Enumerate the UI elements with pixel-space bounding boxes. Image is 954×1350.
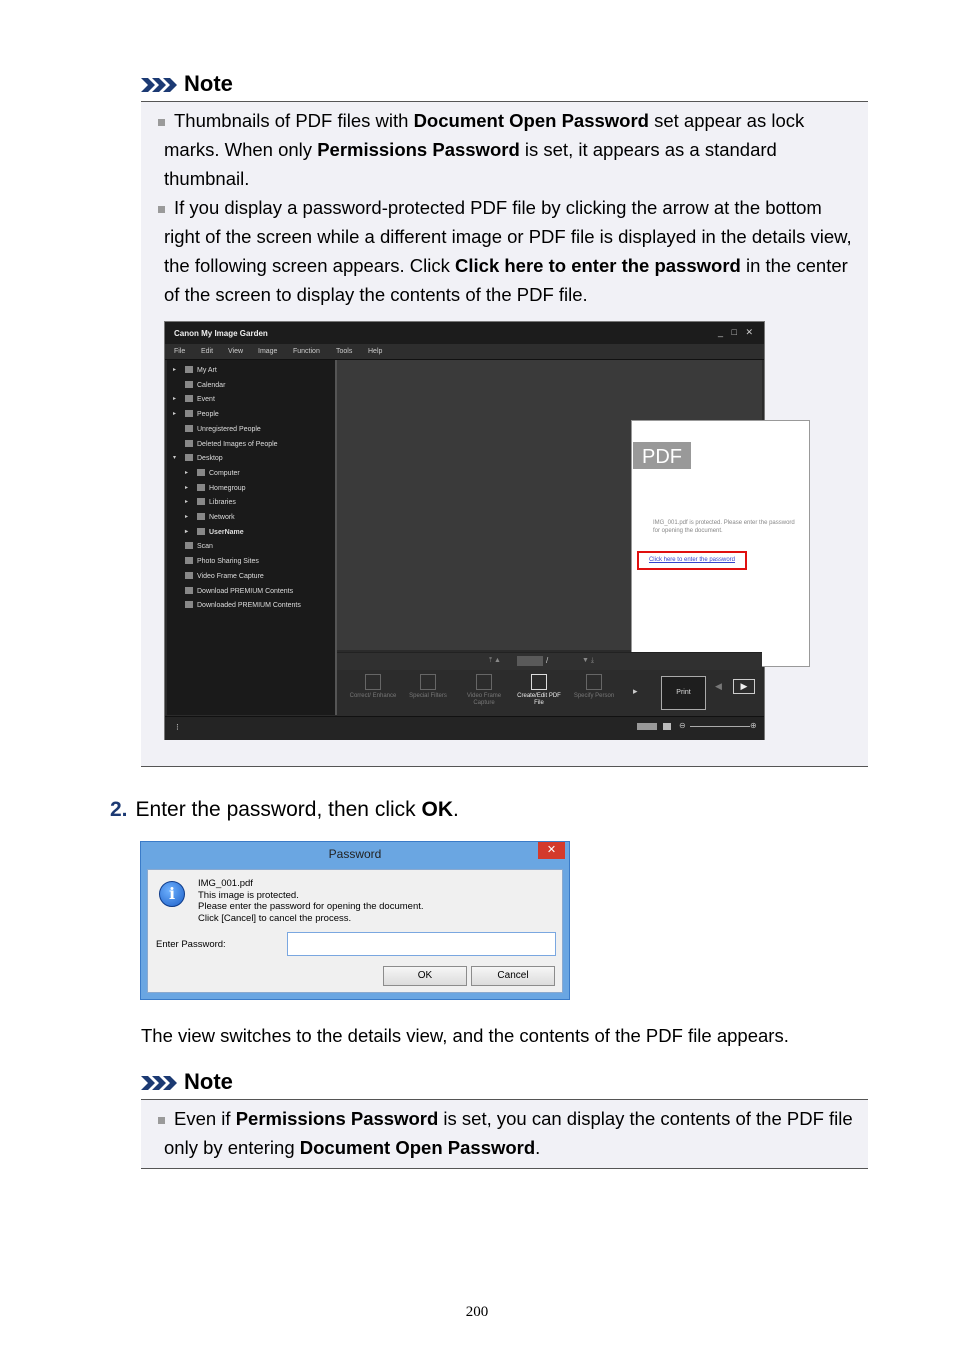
sidebar-item-label: Downloaded PREMIUM Contents: [197, 602, 301, 610]
menu-item-image[interactable]: Image: [258, 348, 278, 355]
tool-label: Special Filters: [409, 693, 447, 699]
info-toggle-icon[interactable]: ⁝: [176, 722, 179, 732]
body-paragraph: The view switches to the details view, and the contents of the PDF file appears.: [141, 1025, 789, 1046]
tool-icon: [586, 674, 602, 690]
note-item-2: If you display a password-protected PDF file by clicking the arrow at the bottom right of the screen while a different image or PDF file is displayed in the details view, the following screen appears. Click Click here to enter the password in the center of the screen to display the contents of the PDF file.: [164, 193, 854, 309]
ok-button[interactable]: OK: [383, 966, 467, 986]
sidebar-item-desktop[interactable]: [173, 454, 223, 463]
page-number-input[interactable]: [517, 656, 543, 666]
dialog-title: Password: [328, 847, 382, 861]
dialog-message: IMG_001.pdf This image is protected. Please enter the password for opening the document. Click [Cancel] to cancel the process.: [198, 878, 424, 924]
folder-icon: [185, 395, 193, 402]
folder-icon: [197, 498, 205, 505]
sidebar-item-downloaded-premium-contents[interactable]: [185, 601, 301, 609]
app-title: Canon My Image Garden: [174, 329, 268, 338]
tree-arrow-icon[interactable]: ▸: [173, 396, 177, 403]
toolbar: [337, 670, 762, 718]
folder-icon: [185, 542, 193, 549]
sidebar-item-label: Network: [209, 514, 235, 521]
menu-bar: [165, 344, 764, 360]
sidebar-item-photo-sharing-sites[interactable]: [185, 557, 259, 565]
sidebar-item-computer[interactable]: [185, 469, 240, 477]
tool-video-frame-capture[interactable]: [460, 674, 508, 707]
folder-icon: [197, 528, 205, 535]
app-screenshot: [164, 321, 795, 740]
tool-label: Video Frame Capture: [466, 693, 502, 706]
prev-image-arrow-icon[interactable]: ◀: [715, 681, 722, 691]
pdf-protected-message: IMG_001.pdf is protected. Please enter the password for opening the document.: [653, 520, 795, 534]
tool-special-filters[interactable]: [404, 674, 452, 700]
folder-icon: [197, 513, 205, 520]
tree-arrow-icon[interactable]: ▸: [173, 411, 177, 418]
view-mode-icon[interactable]: [637, 723, 657, 730]
zoom-in-icon[interactable]: ⊕: [750, 721, 757, 730]
sidebar-item-homegroup[interactable]: [185, 484, 246, 492]
tool-icon: [420, 674, 436, 690]
note-arrows-icon: [141, 1075, 179, 1091]
zoom-slider[interactable]: [690, 726, 750, 727]
page-number: 200: [465, 1304, 489, 1320]
pdf-page: [631, 420, 810, 667]
password-input[interactable]: [287, 932, 556, 956]
folder-icon: [185, 572, 193, 579]
tool-create-edit-pdf-file[interactable]: [515, 674, 563, 707]
bullet-icon: [158, 119, 165, 126]
cancel-button[interactable]: Cancel: [471, 966, 555, 986]
note-heading: [141, 71, 868, 96]
print-button[interactable]: Print: [661, 676, 706, 710]
folder-icon: [185, 557, 193, 564]
folder-icon: [197, 484, 205, 491]
sidebar-item-label: Event: [197, 396, 215, 404]
password-label: Enter Password:: [156, 939, 226, 950]
step-2: 2. Enter the password, then click OK.: [110, 798, 459, 821]
sidebar-item-people[interactable]: [173, 410, 219, 419]
sidebar-item-label: Calendar: [197, 381, 226, 389]
folder-icon: [185, 440, 193, 447]
tool-label: Specify Person: [573, 693, 615, 699]
sidebar-item-label: Video Frame Capture: [197, 572, 264, 580]
tool-icon: [531, 674, 547, 690]
sidebar-item-label: Unregistered People: [197, 425, 261, 433]
tree-arrow-icon[interactable]: ▸: [185, 499, 189, 506]
window-controls[interactable]: _ □ ✕: [718, 327, 756, 337]
note-arrows-icon: [141, 77, 179, 93]
next-image-arrow-icon[interactable]: ▶: [733, 679, 755, 694]
tool-correct-enhance[interactable]: [349, 674, 397, 700]
folder-icon: [185, 381, 193, 388]
menu-item-tools[interactable]: Tools: [336, 348, 353, 355]
enter-password-link[interactable]: Click here to enter the password: [637, 551, 747, 570]
toolbar-next-arrow-icon[interactable]: ▸: [633, 686, 638, 696]
sidebar-item-label: Deleted Images of People: [197, 440, 278, 448]
folder-icon: [185, 601, 193, 608]
note-title: Note: [184, 1069, 233, 1094]
sidebar-item-label: Libraries: [209, 499, 236, 507]
tree-arrow-icon[interactable]: ▾: [173, 455, 177, 462]
page-nav-bar: [337, 652, 762, 671]
tool-icon: [365, 674, 381, 690]
folder-icon: [185, 454, 193, 461]
tool-label: Create/Edit PDF File: [517, 693, 561, 706]
menu-item-file[interactable]: File: [174, 348, 186, 355]
sidebar-item-video-frame-capture[interactable]: [185, 572, 264, 580]
pdf-tag: PDF: [633, 442, 691, 469]
tree-arrow-icon[interactable]: ▸: [185, 528, 189, 535]
note-heading-2: [141, 1069, 868, 1094]
sidebar-item-scan[interactable]: [185, 542, 213, 550]
tree-arrow-icon[interactable]: ▸: [185, 514, 189, 520]
tree-arrow-icon[interactable]: ▸: [185, 469, 189, 476]
sidebar-item-label: Homegroup: [209, 484, 246, 492]
preview-area: [337, 360, 795, 650]
tree-arrow-icon[interactable]: ▸: [173, 367, 177, 373]
menu-item-view[interactable]: View: [228, 348, 244, 355]
sidebar: [167, 360, 337, 715]
folder-icon: [185, 366, 193, 373]
menu-item-help[interactable]: Help: [368, 348, 383, 355]
sidebar-item-label: People: [197, 411, 219, 419]
dialog-body: [147, 869, 563, 993]
sidebar-item-label: Scan: [197, 543, 213, 551]
folder-icon: [197, 469, 205, 476]
sidebar-item-label: UserName: [209, 528, 244, 536]
folder-icon: [185, 587, 193, 594]
menu-item-function[interactable]: Function: [293, 348, 320, 355]
bullet-icon: [158, 1117, 165, 1124]
sidebar-item-label: Desktop: [197, 455, 223, 463]
sidebar-item-unregistered-people[interactable]: [185, 425, 261, 433]
sidebar-item-label: Computer: [209, 469, 240, 477]
nav-last-icon[interactable]: ▼ ⤓: [582, 657, 594, 664]
app-title-bar: [165, 322, 764, 344]
info-icon: i: [159, 881, 185, 907]
step-number: 2.: [110, 798, 128, 821]
sidebar-item-label: Photo Sharing Sites: [197, 558, 259, 566]
sidebar-item-label: Download PREMIUM Contents: [197, 587, 294, 595]
note-box-2: [141, 1099, 868, 1169]
status-bar: [165, 716, 764, 740]
tree-arrow-icon[interactable]: ▸: [185, 484, 189, 491]
tool-label: Correct/ Enhance: [349, 693, 397, 699]
sidebar-item-deleted-images-of-people[interactable]: [185, 440, 278, 448]
sidebar-item-download-premium-contents[interactable]: [185, 587, 293, 595]
nav-first-icon[interactable]: ⤒ ▲: [489, 657, 501, 664]
zoom-out-icon[interactable]: ⊖: [679, 721, 686, 730]
sidebar-item-label: My Art: [197, 367, 217, 374]
folder-icon: [185, 425, 193, 432]
fit-icon[interactable]: [663, 723, 671, 730]
sidebar-item-event[interactable]: [173, 395, 215, 404]
note-item-1: Thumbnails of PDF files with Document Open Password set appear as lock marks. When only Permissions Password is set, it appears as a standard thumbnail.: [164, 106, 854, 193]
close-icon[interactable]: ✕: [538, 842, 565, 859]
folder-icon: [185, 410, 193, 417]
tool-specify-person[interactable]: [570, 674, 618, 700]
sidebar-item-my-art[interactable]: [173, 366, 217, 374]
sidebar-item-calendar[interactable]: [185, 381, 225, 389]
password-dialog: [140, 841, 570, 1000]
tool-icon: [476, 674, 492, 690]
bullet-icon: [158, 206, 165, 213]
sidebar-item-network[interactable]: [185, 513, 235, 521]
sidebar-item-username[interactable]: [185, 528, 244, 536]
note-title: Note: [184, 71, 233, 96]
menu-item-edit[interactable]: Edit: [201, 348, 214, 355]
nav-separator: /: [546, 656, 549, 665]
note-item: Even if Permissions Password is set, you can display the contents of the PDF file only by entering Document Open Password.: [164, 1104, 854, 1162]
sidebar-item-libraries[interactable]: [185, 498, 236, 507]
